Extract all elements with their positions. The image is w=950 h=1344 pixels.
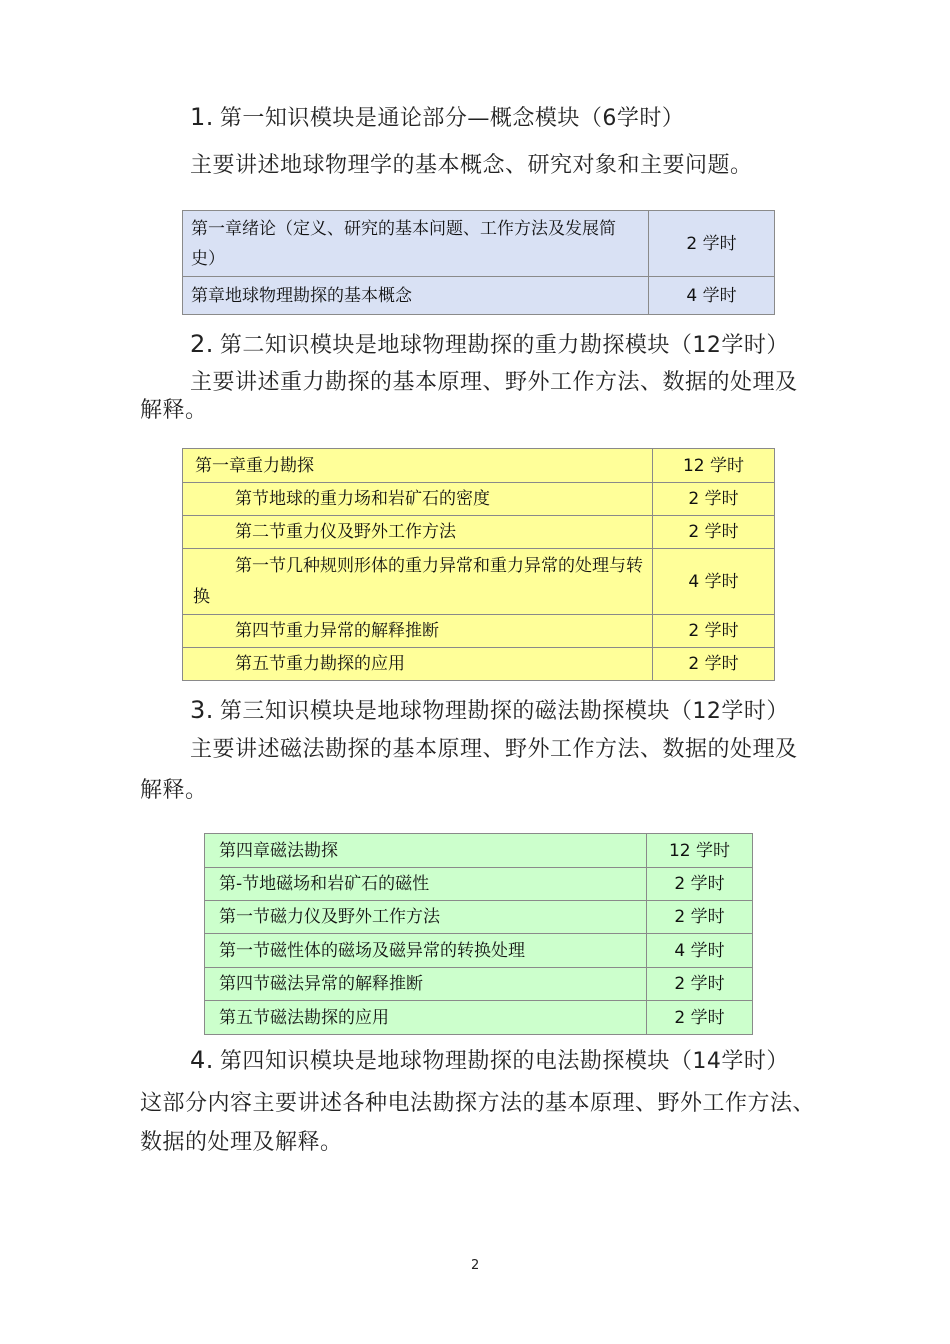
table-cell-hours: 4 学时 bbox=[647, 934, 753, 968]
table-row bbox=[183, 549, 775, 615]
section-1-desc-line-1: 主要讲述地球物理学的基本概念、研究对象和主要问题。 bbox=[190, 153, 753, 178]
table-cell-topic: 第一节磁力仪及野外工作方法 bbox=[205, 901, 647, 934]
section-4-desc-line-1: 这部分内容主要讲述各种电法勘探方法的基本原理、野外工作方法、 bbox=[140, 1091, 816, 1116]
table-cell-hours: 2 学时 bbox=[647, 868, 753, 901]
table-row bbox=[205, 901, 753, 934]
table-row bbox=[183, 449, 775, 483]
section-4-heading bbox=[190, 1045, 789, 1077]
table-cell-hours: 2 学时 bbox=[649, 211, 775, 277]
section-3-heading bbox=[190, 695, 789, 727]
section-hours-unit: 学时） bbox=[721, 1049, 789, 1074]
section-hours: 12 bbox=[692, 333, 722, 358]
table-cell-hours: 2 学时 bbox=[647, 968, 753, 1001]
table-cell-hours: 2 学时 bbox=[653, 483, 775, 516]
section-hours-unit: 学时） bbox=[721, 333, 789, 358]
section-number: 1. bbox=[190, 103, 214, 131]
table-cell-hours: 2 学时 bbox=[653, 516, 775, 549]
table-cell-topic: 第章地球物理勘探的基本概念 bbox=[183, 277, 649, 315]
table-row bbox=[205, 868, 753, 901]
section-title: 第四知识模块是地球物理勘探的电法勘探模块（ bbox=[219, 1049, 693, 1074]
table-cell-topic: 第一章重力勘探 bbox=[183, 449, 653, 483]
section-hours-unit: 学时） bbox=[616, 106, 685, 131]
section-2-heading bbox=[190, 329, 789, 361]
section-2-desc-line-2: 解释。 bbox=[140, 398, 208, 423]
table-cell-topic: 第节地球的重力场和岩矿石的密度 bbox=[183, 483, 653, 516]
table-cell-topic: 第四节重力异常的解释推断 bbox=[183, 615, 653, 648]
table-cell-hours: 12 学时 bbox=[647, 834, 753, 868]
page-number: 2 bbox=[471, 1258, 480, 1273]
table-row bbox=[183, 277, 775, 315]
table-row bbox=[183, 615, 775, 648]
table-row bbox=[183, 211, 775, 277]
table-cell-hours: 2 学时 bbox=[653, 648, 775, 681]
table-row bbox=[205, 1001, 753, 1035]
table-row bbox=[183, 516, 775, 549]
table-cell-topic: 第二节重力仪及野外工作方法 bbox=[183, 516, 653, 549]
section-title: 第二知识模块是地球物理勘探的重力勘探模块（ bbox=[219, 333, 693, 358]
table-cell-hours: 12 学时 bbox=[653, 449, 775, 483]
table-cell-topic: 第一节几种规则形体的重力异常和重力异常的处理与转换 bbox=[183, 549, 653, 615]
table-row bbox=[183, 648, 775, 681]
module-2-table bbox=[182, 448, 775, 681]
table-row bbox=[205, 834, 753, 868]
table-cell-topic: 第-节地磁场和岩矿石的磁性 bbox=[205, 868, 647, 901]
section-hours-unit: 学时） bbox=[721, 699, 789, 724]
table-row bbox=[183, 483, 775, 516]
section-title: 第一知识模块是通论部分—概念模块（ bbox=[219, 106, 603, 131]
section-2-desc-line-1: 主要讲述重力勘探的基本原理、野外工作方法、数据的处理及 bbox=[190, 370, 798, 395]
table-cell-hours: 4 学时 bbox=[649, 277, 775, 315]
table-cell-topic: 第五节重力勘探的应用 bbox=[183, 648, 653, 681]
section-number: 4. bbox=[190, 1046, 214, 1074]
module-1-table bbox=[182, 210, 775, 315]
table-cell-hours: 2 学时 bbox=[653, 615, 775, 648]
table-cell-hours: 2 学时 bbox=[647, 1001, 753, 1035]
table-row bbox=[205, 968, 753, 1001]
section-3-desc-line-1: 主要讲述磁法勘探的基本原理、野外工作方法、数据的处理及 bbox=[190, 737, 798, 762]
table-cell-topic: 第一节磁性体的磁场及磁异常的转换处理 bbox=[205, 934, 647, 968]
section-4-desc-line-2: 数据的处理及解释。 bbox=[140, 1130, 343, 1155]
section-hours: 14 bbox=[692, 1049, 722, 1074]
table-cell-topic: 第四章磁法勘探 bbox=[205, 834, 647, 868]
table-cell-topic: 第五节磁法勘探的应用 bbox=[205, 1001, 647, 1035]
section-title: 第三知识模块是地球物理勘探的磁法勘探模块（ bbox=[219, 699, 693, 724]
table-cell-hours: 2 学时 bbox=[647, 901, 753, 934]
section-number: 2. bbox=[190, 330, 214, 358]
section-hours: 6 bbox=[602, 106, 617, 131]
section-hours: 12 bbox=[692, 699, 722, 724]
module-3-table bbox=[204, 833, 753, 1035]
table-cell-hours: 4 学时 bbox=[653, 549, 775, 615]
table-cell-topic: 第一章绪论（定义、研究的基本问题、工作方法及发展简史） bbox=[183, 211, 649, 277]
table-cell-topic: 第四节磁法异常的解释推断 bbox=[205, 968, 647, 1001]
section-1-heading bbox=[190, 102, 684, 134]
section-3-desc-line-2: 解释。 bbox=[140, 778, 208, 803]
table-row bbox=[205, 934, 753, 968]
section-number: 3. bbox=[190, 696, 214, 724]
